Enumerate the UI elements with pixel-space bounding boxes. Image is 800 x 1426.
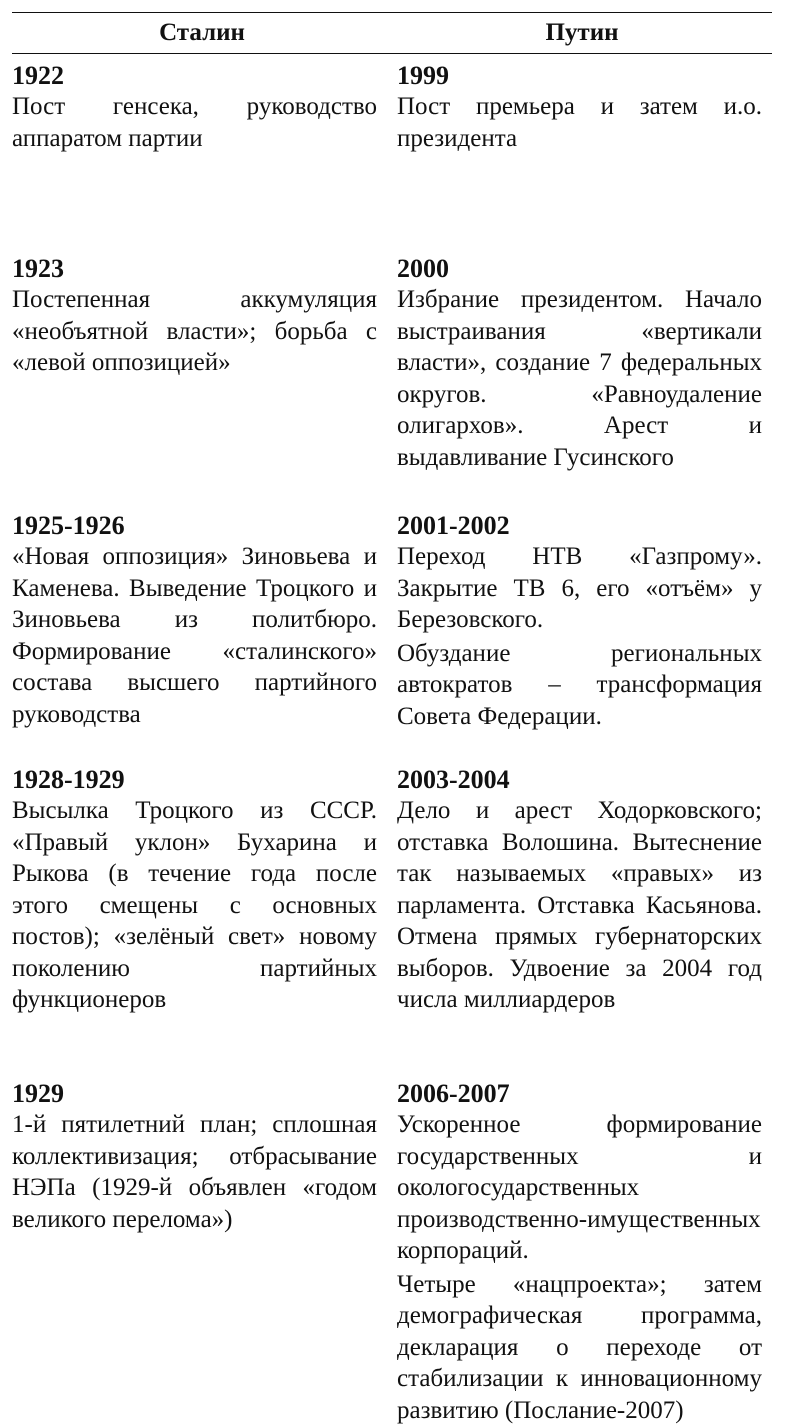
putin-text: Четыре «нацпроекта»; затем демографическая программа, декларация о переходе от стабилизации к инновационному развитию (Послание-2007) [397,1269,762,1426]
stalin-text: Высылка Троцкого из СССР. «Правый уклон» Бухарина и Рыкова (в течение года после этого смещены с основных постов); «зелёный свет» новому поколению партийных функционеров [12,795,377,1016]
putin-year: 1999 [397,60,762,91]
header-putin: Путин [392,19,772,47]
table-row [12,1078,772,1426]
stalin-text: 1-й пятилетний план; сплошная коллективизация; отбрасывание НЭПа (1929-й объявлен «годом великого перелома») [12,1109,377,1235]
table-header [12,13,772,53]
putin-text: Пост премьера и затем и.о. президента [397,91,762,154]
stalin-text: Пост генсека, руководство аппаратом партии [12,91,377,154]
stalin-year: 1923 [12,253,377,284]
stalin-cell [12,60,377,154]
putin-year: 2001-2002 [397,510,762,541]
putin-text: Обуздание региональных автократов – трансформация Совета Федерации. [397,638,762,733]
putin-text: Ускоренное формирование государственных и окологосударственных производственно-имущественных корпораций. [397,1109,762,1267]
stalin-cell [12,253,377,379]
putin-text: Дело и арест Ходорковского; отставка Волошина. Вытеснение так называемых «правых» из парламента. Отставка Касьянова. Отмена прямых губернаторских выборов. Удвоение за 2004 год числа миллиардеров [397,795,762,1016]
table-row [12,510,772,764]
putin-cell [397,253,762,473]
stalin-year: 1928-1929 [12,764,377,795]
putin-year: 2006-2007 [397,1078,762,1109]
stalin-text: Постепенная аккумуляция «необъятной власти»; борьба с «левой оппозицией» [12,284,377,379]
putin-cell [397,1078,762,1426]
table-body [12,60,772,1426]
stalin-year: 1929 [12,1078,377,1109]
header-rule [12,53,772,54]
putin-cell [397,764,762,1016]
table-row [12,764,772,1078]
table-row [12,60,772,253]
putin-year: 2003-2004 [397,764,762,795]
stalin-year: 1922 [12,60,377,91]
stalin-cell [12,510,377,730]
stalin-text: «Новая оппозиция» Зиновьева и Каменева. Выведение Троцкого и Зиновьева из политбюро. Формирование «сталинского» состава высшего партийного руководства [12,541,377,730]
putin-cell [397,510,762,732]
putin-text: Избрание президентом. Начало выстраивания «вертикали власти», создание 7 федеральных округов. «Равноудаление олигархов». Арест и выдавливание Гусинского [397,284,762,473]
stalin-cell [12,1078,377,1235]
stalin-year: 1925-1926 [12,510,377,541]
comparison-table [12,12,772,1426]
stalin-cell [12,764,377,1016]
putin-text: Переход НТВ «Газпрому». Закрытие ТВ 6, его «отъём» у Березовского. [397,541,762,636]
header-stalin: Сталин [12,19,392,47]
putin-cell [397,60,762,154]
putin-year: 2000 [397,253,762,284]
table-row [12,253,772,510]
